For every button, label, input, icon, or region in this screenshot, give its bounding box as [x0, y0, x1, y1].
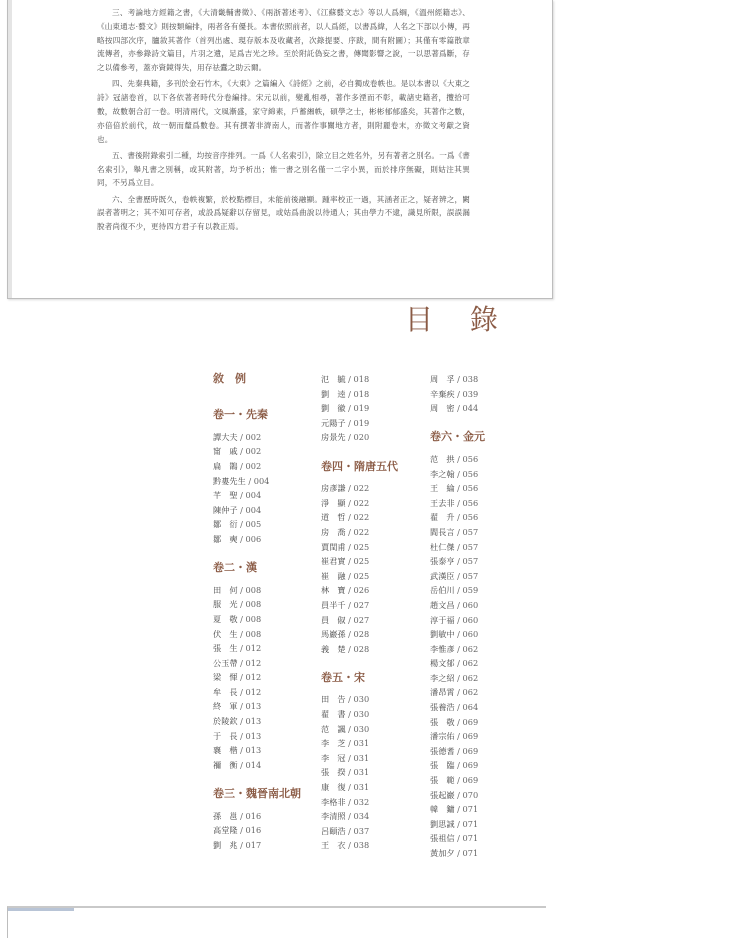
toc-entry-page: / 037: [345, 825, 370, 836]
toc-entry[interactable]: [321, 627, 421, 642]
toc-entry-page: / 022: [345, 512, 370, 523]
toc-section-heading[interactable]: 卷三・魏晉南北朝: [213, 787, 301, 801]
toc-entry-page: / 038: [345, 840, 370, 851]
toc-entry-name: 元陽子: [321, 417, 346, 428]
toc-entry-page: / 022: [345, 497, 370, 508]
toc-entry[interactable]: [321, 722, 421, 737]
toc-entry-page: / 071: [454, 848, 479, 858]
toc-entry-page: / 008: [237, 628, 262, 639]
toc-entry-page: / 008: [237, 584, 262, 595]
toc-entry[interactable]: [321, 780, 421, 795]
toc-entry[interactable]: [213, 459, 313, 474]
toc-entry[interactable]: [321, 838, 421, 853]
toc-entry[interactable]: [430, 583, 530, 598]
toc-entry[interactable]: [321, 795, 421, 810]
toc-entry[interactable]: [321, 598, 421, 613]
toc-entry-name: 李 芝: [321, 738, 346, 749]
toc-entry-page: / 013: [237, 745, 262, 756]
toc-entry-page: / 002: [237, 446, 262, 457]
toc-entry-name: 崔君實: [321, 556, 346, 567]
toc-entry-name: 楊文郁: [430, 658, 455, 669]
toc-entry-page: / 027: [345, 599, 370, 610]
toc-entry-page: / 028: [345, 629, 370, 640]
toc-entry[interactable]: [213, 641, 313, 656]
toc-entry-page: / 017: [237, 839, 262, 850]
toc-entry[interactable]: [430, 671, 530, 686]
toc-entry-page: / 071: [454, 804, 479, 815]
toc-entry[interactable]: [213, 612, 313, 627]
toc-entry-page: / 004: [237, 504, 262, 515]
toc-entry-page: / 018: [345, 374, 370, 384]
toc-entry-page: / 022: [345, 526, 370, 537]
preface-paragraph: 六、全書歷時既久，卷帙複繁，於校點標目，未能前後融顯。踵率校正一過，其涵者正之，疑者辨之，闕誤者著明之；其不知可存者，或設爲疑辭以存留見，或姑爲曲說以待通人；其由學力不逮，識見所限，誤誤漏脫者尚復不少，更待四方君子有以教正焉。: [97, 194, 470, 232]
toc-entry-name: 房 喬: [321, 526, 346, 537]
toc-entry-page: / 019: [345, 417, 370, 428]
toc-column-1: [213, 372, 313, 852]
toc-entry-page: / 060: [454, 599, 479, 610]
toc-entry-name: 芊 聖: [213, 490, 238, 501]
toc-entry-name: 房景先: [321, 432, 346, 443]
toc-entry[interactable]: [430, 715, 530, 730]
toc-entry-page: / 056: [454, 512, 479, 523]
toc-entry-name: 李之翰: [430, 468, 455, 479]
toc-entry-name: 王 衣: [321, 840, 346, 851]
toc-entry-name: 趙文昌: [430, 599, 455, 610]
toc-entry-page: / 056: [454, 483, 479, 494]
toc-entry-name: 陳仲子: [213, 504, 238, 515]
toc-entry-page: / 062: [454, 687, 479, 698]
toc-entry[interactable]: [430, 846, 530, 861]
toc-entry-page: / 004: [245, 475, 270, 486]
toc-entry-page: / 022: [345, 483, 370, 494]
toc-entry-name: 范 諷: [321, 723, 346, 734]
toc-entry-name: 林 寶: [321, 585, 346, 596]
toc-entry-name: 李格非: [321, 796, 346, 807]
toc-column-3: [430, 372, 530, 861]
toc-section-heading[interactable]: 卷二・漢: [213, 561, 257, 575]
section-gap: [213, 547, 313, 562]
toc-title: 目 錄: [405, 303, 512, 336]
toc-entry[interactable]: [213, 656, 313, 671]
toc-entry-name: 李清照: [321, 811, 346, 822]
toc-entry-page: / 012: [237, 672, 262, 683]
toc-entry[interactable]: [213, 670, 313, 685]
toc-entry-name: 劉 兆: [213, 839, 238, 850]
toc-entry[interactable]: [321, 387, 421, 402]
toc-entry[interactable]: [430, 481, 530, 496]
toc-entry[interactable]: [321, 751, 421, 766]
toc-entry-name: 扁 鵲: [213, 460, 238, 471]
toc-entry[interactable]: [430, 540, 530, 555]
toc-section-heading[interactable]: 卷四・隋唐五代: [321, 459, 398, 473]
toc-entry-name: 劉敏中: [430, 629, 455, 640]
toc-entry-page: / 062: [454, 672, 479, 683]
toc-entry[interactable]: [430, 510, 530, 525]
toc-entry[interactable]: [430, 656, 530, 671]
toc-entry-name: 田 何: [213, 584, 238, 595]
toc-entry-name: 禰 衡: [213, 759, 238, 770]
toc-entry-name: 公玉帶: [213, 657, 238, 668]
toc-entry-page: / 030: [345, 709, 370, 720]
toc-entry-name: 翟 書: [321, 709, 346, 720]
toc-entry[interactable]: [213, 517, 313, 532]
toc-entry-page: / 071: [454, 833, 479, 844]
toc-entry-page: / 057: [454, 541, 479, 552]
toc-entry-name: 王 綸: [430, 483, 455, 494]
section-gap: [321, 445, 421, 460]
toc-entry-page: / 056: [454, 468, 479, 479]
toc-entry-name: 杜仁傑: [430, 541, 455, 552]
toc-entry[interactable]: [213, 503, 313, 518]
toc-entry[interactable]: [213, 627, 313, 642]
toc-entry-name: 襄 楷: [213, 745, 238, 756]
toc-entry-page: / 070: [454, 789, 479, 800]
toc-entry[interactable]: [213, 838, 313, 853]
toc-entry[interactable]: [213, 488, 313, 503]
toc-entry-page: / 038: [454, 374, 479, 384]
toc-entry-name: 康 復: [321, 782, 346, 793]
toc-entry-name: 李 冠: [321, 752, 346, 763]
toc-entry-name: 辛棄疾: [430, 388, 455, 399]
toc-entry[interactable]: [321, 416, 421, 431]
toc-entry-name: 潘宗佑: [430, 731, 455, 742]
toc-entry[interactable]: [213, 743, 313, 758]
preface-paragraph: 三、考論地方經籍之書，《大清畿輔書徵》、《兩浙著述考》、《江蘇藝文志》等以人爲綱，《溫州經籍志》、《山東通志·藝文》則按類編排，兩者各有優長。本書依照前者，以人爲經，以書爲緯，人名之下部以小傳，再略按四部次序，臚敘其著作（首列出處、現存版本及收藏者，次錄提要、序跋，間有附圖）；其僅有零篇散章流傳者，亦參錄詩文篇目，片羽之遺，足爲吉光之珍。至於附託偽妄之書，傳聞影響之說，一以思著爲斷，存之以備參考，蓋亦資鏡得失，用存祛蠹之助云爾。: [97, 8, 470, 73]
section-gap: [213, 772, 313, 787]
toc-entry-page: / 069: [454, 731, 479, 742]
toc-entry-page: / 030: [345, 723, 370, 734]
toc-entry-name: 氾 毓: [321, 374, 346, 384]
toc-entry[interactable]: [430, 598, 530, 613]
toc-entry-name: 義 楚: [321, 643, 346, 654]
toc-entry-page: / 019: [345, 403, 370, 414]
toc-entry-name: 夏 敬: [213, 613, 238, 624]
toc-entry[interactable]: [321, 554, 421, 569]
toc-entry-name: 黃加夕: [430, 848, 455, 858]
toc-entry-page: / 062: [454, 658, 479, 669]
toc-entry[interactable]: [430, 627, 530, 642]
heading-gap: [213, 387, 313, 394]
toc-entry-page: / 013: [237, 716, 262, 727]
toc-entry-page: / 013: [237, 730, 262, 741]
toc-section-heading[interactable]: 卷五・宋: [321, 670, 365, 684]
toc-entry-page: / 032: [345, 796, 370, 807]
toc-entry-page: / 056: [454, 497, 479, 508]
toc-entry-name: 劉 逵: [321, 388, 346, 399]
toc-entry-name: 馬巖孫: [321, 629, 346, 640]
preface-text: [97, 6, 470, 236]
toc-entry[interactable]: [321, 401, 421, 416]
toc-entry-page: / 034: [345, 811, 370, 822]
section-gap: [430, 416, 530, 431]
toc-section-heading[interactable]: 卷六・金元: [430, 430, 485, 444]
toc-entry[interactable]: [430, 700, 530, 715]
toc-entry-name: 黔婁先生: [213, 475, 246, 486]
toc-entry-page: / 059: [454, 585, 479, 596]
toc-entry-name: 張 揆: [321, 767, 346, 778]
toc-entry-name: 劉 徽: [321, 403, 346, 414]
toc-entry-page: / 057: [454, 556, 479, 567]
toc-entry-page: / 060: [454, 629, 479, 640]
toc-entry-page: / 031: [345, 738, 370, 749]
toc-entry-name: 劉思誠: [430, 818, 455, 829]
toc-entry[interactable]: [430, 496, 530, 511]
toc-entry[interactable]: [321, 540, 421, 555]
toc-entry-page: / 056: [454, 453, 479, 464]
toc-entry-page: / 028: [345, 643, 370, 654]
toc-entry[interactable]: [430, 401, 530, 416]
toc-entry-name: 淳于福: [430, 614, 455, 625]
toc-entry-name: 鄒 衍: [213, 519, 238, 530]
toc-entry-name: 服 光: [213, 599, 238, 610]
heading-gap: [430, 445, 530, 452]
toc-entry[interactable]: [321, 372, 421, 387]
toc-entry-name: 張 生: [213, 643, 238, 654]
toc-entry[interactable]: [213, 714, 313, 729]
toc-entry[interactable]: [430, 788, 530, 803]
toc-entry[interactable]: [213, 430, 313, 445]
toc-entry-page: / 031: [345, 782, 370, 793]
toc-entry-page: / 008: [237, 599, 262, 610]
toc-entry[interactable]: [321, 765, 421, 780]
toc-entry-name: 周 孚: [430, 374, 455, 384]
toc-entry-name: 范 拱: [430, 453, 455, 464]
toc-entry[interactable]: [321, 642, 421, 657]
toc-entry-name: 張 敬: [430, 716, 455, 727]
toc-entry-name: 閻長言: [430, 526, 455, 537]
toc-entry-name: 房彥謙: [321, 483, 346, 494]
toc-entry[interactable]: [430, 817, 530, 832]
toc-entry-name: 譚大夫: [213, 431, 238, 442]
preface-paragraph: 四、先秦典籍，多刊於金石竹木，《大東》之篇編入《詩經》之前，必自獨成卷帙也。是以本書以《大東之詩》冠諸卷首，以下各依著者時代分卷編排。宋元以前，變亂相尋，著作多湮而不彰，載諸史籍者，攬拾可數，故數朝合訂一卷。明清兩代，文風漸盛，家守綿素，戶蓄緗帙，碩學之士，彬彬郁郁盛矣，其著作之數，亦倍倍於前代，故一朝而釐爲數卷。其有撰著非濟南人，而著作事關地方者，則附麗卷末，亦徵文考獻之資也。: [97, 79, 470, 144]
toc-entry-page: / 062: [454, 643, 479, 654]
toc-entry-name: 韓 鏞: [430, 804, 455, 815]
previous-page: [7, 0, 553, 299]
toc-entry-page: / 069: [454, 760, 479, 771]
toc-entry-name: 于 長: [213, 730, 238, 741]
toc-entry-name: 李之紹: [430, 672, 455, 683]
toc-entry-page: / 013: [237, 701, 262, 712]
toc-entry[interactable]: [321, 824, 421, 839]
toc-entry[interactable]: [321, 809, 421, 824]
toc-entry[interactable]: [430, 525, 530, 540]
toc-entry-page: / 064: [454, 702, 479, 713]
toc-entry-name: 潘昂霄: [430, 687, 455, 698]
toc-entry[interactable]: [430, 467, 530, 482]
page-edge-shadow: [8, 0, 12, 298]
toc-entry-name: 員半千: [321, 599, 346, 610]
toc-entry-page: / 014: [237, 759, 262, 770]
toc-entry-page: / 016: [237, 825, 262, 836]
toc-entry-name: 王去非: [430, 497, 455, 508]
toc-entry-name: 周 密: [430, 403, 455, 414]
toc-entry-name: 於陵欽: [213, 716, 238, 727]
toc-entry-name: 道 哲: [321, 512, 346, 523]
heading-gap: [321, 685, 421, 692]
toc-entry-page: / 069: [454, 745, 479, 756]
toc-entry-page: / 026: [345, 585, 370, 596]
toc-entry[interactable]: [430, 452, 530, 467]
toc-entry-name: 張德耆: [430, 745, 455, 756]
toc-entry[interactable]: [430, 802, 530, 817]
heading-gap: [321, 474, 421, 481]
toc-entry-name: 張 範: [430, 775, 455, 786]
toc-entry-name: 甯 戚: [213, 446, 238, 457]
toc-entry-name: 武漢臣: [430, 570, 455, 581]
toc-entry-page: / 057: [454, 570, 479, 581]
toc-entry[interactable]: [430, 554, 530, 569]
toc-entry-page: / 044: [454, 403, 479, 414]
toc-entry[interactable]: [430, 387, 530, 402]
toc-entry-name: 張 臨: [430, 760, 455, 771]
toc-entry[interactable]: [321, 481, 421, 496]
toc-entry-name: 呂頤浩: [321, 825, 346, 836]
toc-entry[interactable]: [213, 809, 313, 824]
toc-entry-page: / 039: [454, 388, 479, 399]
toc-entry[interactable]: [430, 773, 530, 788]
toc-entry[interactable]: [430, 569, 530, 584]
toc-entry[interactable]: [321, 496, 421, 511]
toc-entry-page: / 016: [237, 810, 262, 821]
toc-entry[interactable]: [430, 685, 530, 700]
toc-entry[interactable]: [321, 525, 421, 540]
toc-entry-page: / 027: [345, 614, 370, 625]
toc-entry[interactable]: [430, 642, 530, 657]
toc-entry-page: / 060: [454, 614, 479, 625]
toc-entry-page: / 006: [237, 533, 262, 544]
toc-entry-page: / 025: [345, 556, 370, 567]
toc-section-heading[interactable]: 卷一・先秦: [213, 408, 268, 422]
toc-entry[interactable]: [321, 583, 421, 598]
toc-entry-page: / 005: [237, 519, 262, 530]
toc-entry[interactable]: [213, 583, 313, 598]
toc-entry-page: / 057: [454, 526, 479, 537]
page-edge-tab: [8, 908, 74, 911]
toc-entry[interactable]: [430, 729, 530, 744]
toc-entry-page: / 020: [345, 432, 370, 443]
toc-entry-page: / 030: [345, 694, 370, 705]
toc-entry[interactable]: [321, 707, 421, 722]
toc-entry-page: / 031: [345, 767, 370, 778]
toc-entry-name: 牟 長: [213, 686, 238, 697]
toc-entry-name: 岳伯川: [430, 585, 455, 596]
heading-gap: [213, 423, 313, 430]
toc-entry-name: 張泰亨: [430, 556, 455, 567]
heading-gap: [213, 576, 313, 583]
toc-entry-page: / 025: [345, 570, 370, 581]
toc-entry-page: / 012: [237, 643, 262, 654]
toc-entry[interactable]: [213, 444, 313, 459]
toc-entry[interactable]: [321, 569, 421, 584]
toc-entry[interactable]: [430, 613, 530, 628]
toc-entry[interactable]: [321, 692, 421, 707]
toc-entry[interactable]: [213, 532, 313, 547]
toc-entry[interactable]: [321, 736, 421, 751]
toc-entry[interactable]: [321, 430, 421, 445]
toc-entry[interactable]: [321, 613, 421, 628]
heading-gap: [213, 802, 313, 809]
toc-entry-page: / 002: [237, 431, 262, 442]
toc-entry[interactable]: [213, 758, 313, 773]
toc-entry[interactable]: [430, 831, 530, 846]
toc-entry-name: 李惟彥: [430, 643, 455, 654]
toc-entry-page: / 002: [237, 460, 262, 471]
toc-entry-name: 賈閏甫: [321, 541, 346, 552]
toc-entry[interactable]: [213, 699, 313, 714]
toc-entry[interactable]: [213, 685, 313, 700]
toc-section-heading[interactable]: 敘 例: [213, 372, 246, 385]
toc-entry-name: 翟 升: [430, 512, 455, 523]
toc-entry[interactable]: [213, 597, 313, 612]
toc-entry-name: 孫 邕: [213, 810, 238, 821]
toc-entry[interactable]: [321, 510, 421, 525]
toc-entry-page: / 071: [454, 818, 479, 829]
toc-entry-page: / 004: [237, 490, 262, 501]
toc-entry-name: 張祖信: [430, 833, 455, 844]
toc-entry-name: 淨 顯: [321, 497, 346, 508]
toc-entry-page: / 008: [237, 613, 262, 624]
toc-entry-name: 鄒 奭: [213, 533, 238, 544]
section-gap: [213, 394, 313, 409]
toc-entry-page: / 012: [237, 686, 262, 697]
toc-entry-name: 張養浩: [430, 702, 455, 713]
toc-entry-name: 高堂隆: [213, 825, 238, 836]
toc-entry-name: 張起巖: [430, 789, 455, 800]
toc-entry[interactable]: [213, 823, 313, 838]
toc-entry-page: / 025: [345, 541, 370, 552]
toc-entry[interactable]: [430, 758, 530, 773]
toc-entry-page: / 069: [454, 716, 479, 727]
toc-entry-name: 員 俶: [321, 614, 346, 625]
toc-column-2: [321, 372, 421, 853]
section-gap: [321, 656, 421, 671]
toc-entry-name: 終 軍: [213, 701, 238, 712]
toc-entry-page: / 031: [345, 752, 370, 763]
toc-entry-page: / 069: [454, 775, 479, 786]
toc-entry-page: / 018: [345, 388, 370, 399]
toc-entry-page: / 012: [237, 657, 262, 668]
toc-entry-name: 梁 惲: [213, 672, 238, 683]
toc-entry[interactable]: [213, 474, 313, 489]
toc-entry[interactable]: [430, 372, 530, 387]
next-page: [7, 906, 546, 938]
toc-entry-name: 崔 融: [321, 570, 346, 581]
preface-paragraph: 五、書後附錄索引二種，均按音序排列。一爲《人名索引》，除立目之姓名外，另有著者之別名。一爲《書名索引》，舉凡書之別稱，或其附著，均予析出；惟一書之別名僅一二字小異，而於排序無礙，則姑注其異同，不另爲立目。: [97, 150, 470, 188]
toc-entry-name: 田 告: [321, 694, 346, 705]
toc-entry[interactable]: [213, 729, 313, 744]
toc-entry[interactable]: [430, 744, 530, 759]
toc-entry-name: 伏 生: [213, 628, 238, 639]
